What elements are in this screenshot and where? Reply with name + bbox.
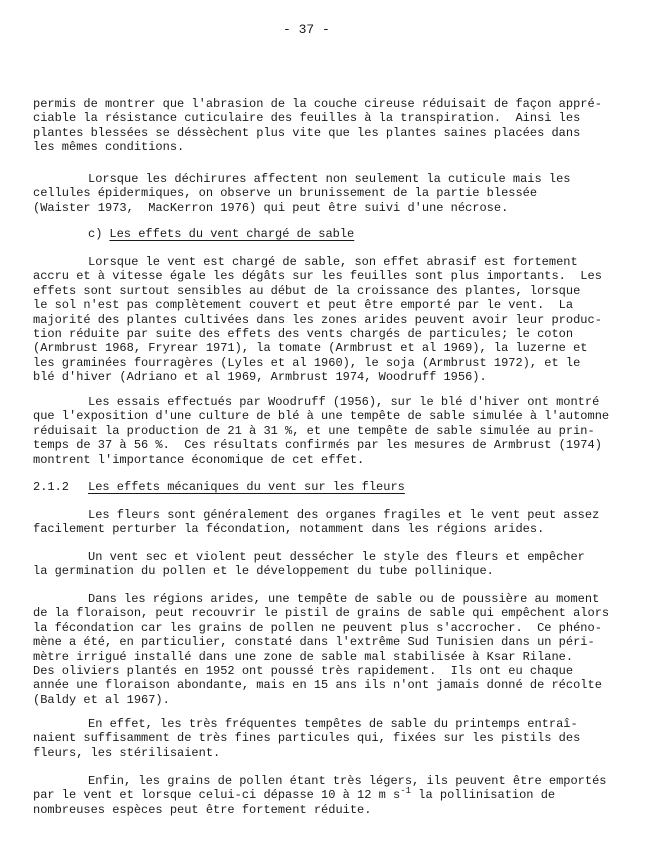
text-line: (Waister 1973, MacKerron 1976) qui peut être suivi d'une nécrose.	[33, 200, 509, 215]
text-line: accru et à vitesse égale les dégâts sur les feuilles sont plus importants. Les	[33, 269, 602, 284]
text-line: En effet, les très fréquentes tempêtes de sable du printemps entraî-	[88, 717, 578, 731]
section-title: Les effets mécaniques du vent sur les fleurs	[88, 480, 405, 494]
text-line: (Armbrust 1968, Fryrear 1971), la tomate (Armbrust et al 1969), la luzerne et	[33, 341, 588, 356]
paragraph	[33, 592, 609, 707]
text-line: naient suffisamment de très fines particules qui, fixées sur les pistils des	[33, 731, 581, 746]
section-heading-2-1-2	[33, 480, 433, 494]
heading-title: Les effets du vent chargé de sable	[109, 227, 355, 241]
text-line: temps de 37 à 56 %. Ces résultats confirmés par les mesures de Armbrust (1974)	[33, 438, 602, 453]
paragraph	[33, 255, 602, 385]
page-number: - 37 -	[283, 22, 330, 37]
text-line: majorité des plantes cultivées dans les zones arides peuvent avoir leur produc-	[33, 312, 602, 327]
paragraph	[33, 550, 585, 579]
text-line: Lorsque les déchirures affectent non seulement la cuticule mais les	[88, 172, 571, 186]
text-line: le sol n'est pas complètement couvert et peut être emporté par le vent. La	[33, 298, 574, 313]
paragraph	[33, 774, 606, 817]
text-line	[33, 788, 606, 802]
text-line: Des oliviers plantés en 1952 ont poussé très rapidement. Ils ont eu chaque	[33, 663, 574, 678]
text-line: la germination du pollen et le développement du tube pollinique.	[33, 564, 494, 579]
text-line: les graminées fourragères (Lyles et al 1960), le soja (Armbrust 1972), et le	[33, 355, 581, 370]
paragraph	[33, 97, 602, 155]
text-line: de la floraison, peut recouvrir le pistil de grains de sable qui empêchent alors	[33, 606, 610, 621]
text-fragment: la pollinisation de	[411, 788, 556, 803]
paragraph	[33, 172, 570, 215]
section-number: 2.1.2	[33, 480, 70, 494]
text-line: Les essais effectués par Woodruff (1956), sur le blé d'hiver ont montré	[88, 395, 600, 409]
paragraph	[33, 717, 580, 760]
text-line: tion réduite par suite des effets des vents chargés de particules; le coton	[33, 326, 574, 341]
text-line: ciable la résistance cuticulaire des feuilles à la transpiration. Ainsi les	[33, 111, 581, 126]
text-line: plantes blessées se déssèchent plus vite que les plantes saines placées dans	[33, 125, 581, 140]
text-line: cellules épidermiques, on observe un brunissement de la partie blessée	[33, 186, 538, 201]
text-line: mène a été, en particulier, constaté dans l'extrême Sud Tunisien dans un péri-	[33, 635, 595, 650]
text-line: Enfin, les grains de pollen étant très légers, ils peuvent être emportés	[88, 774, 607, 788]
text-line: Un vent sec et violent peut dessécher le style des fleurs et empêcher	[88, 550, 585, 564]
text-line: permis de montrer que l'abrasion de la couche cireuse réduisait de façon appré-	[33, 97, 602, 111]
text-line: Lorsque le vent est chargé de sable, son effet abrasif est fortement	[88, 255, 578, 269]
heading-label: c)	[88, 227, 103, 241]
text-line: réduisait la production de 21 à 31 %, et une tempête de sable simulée au prin-	[33, 423, 595, 438]
paragraph	[33, 395, 609, 467]
text-line: effets sont surtout sensibles au début de la croissance des plantes, lorsque	[33, 283, 581, 298]
text-line: Dans les régions arides, une tempête de sable ou de poussière au moment	[88, 592, 600, 606]
text-line: blé d'hiver (Adriano et al 1969, Armbrust 1974, Woodruff 1956).	[33, 370, 487, 385]
text-line: les mêmes conditions.	[33, 140, 185, 155]
text-line: année une floraison abondante, mais en 15 ans ils n'ont jamais donné de récolte	[33, 678, 602, 693]
text-line: (Baldy et al 1967).	[33, 692, 170, 707]
text-line: que l'exposition d'une culture de blé à une tempête de sable simulée à l'automne	[33, 409, 610, 424]
text-fragment: par le vent et lorsque celui-ci dépasse 10 à 12 m s	[33, 788, 401, 803]
text-line: facilement perturber la fécondation, notamment dans les régions arides.	[33, 522, 545, 537]
text-line: montrent l'importance économique de cet effet.	[33, 452, 365, 467]
subsection-heading-c	[88, 227, 354, 241]
text-line: nombreuses espèces peut être fortement réduite.	[33, 802, 372, 817]
text-line: fleurs, les stérilisaient.	[33, 745, 221, 760]
text-line: Les fleurs sont généralement des organes fragiles et le vent peut assez	[88, 508, 600, 522]
paragraph	[33, 508, 599, 537]
text-line: mètre irrigué installé dans une zone de sable mal stabilisée à Ksar Rilane.	[33, 649, 574, 664]
text-line: la fécondation car les grains de pollen ne peuvent plus s'accrocher. Ce phéno-	[33, 620, 602, 635]
superscript: -1	[400, 786, 412, 797]
